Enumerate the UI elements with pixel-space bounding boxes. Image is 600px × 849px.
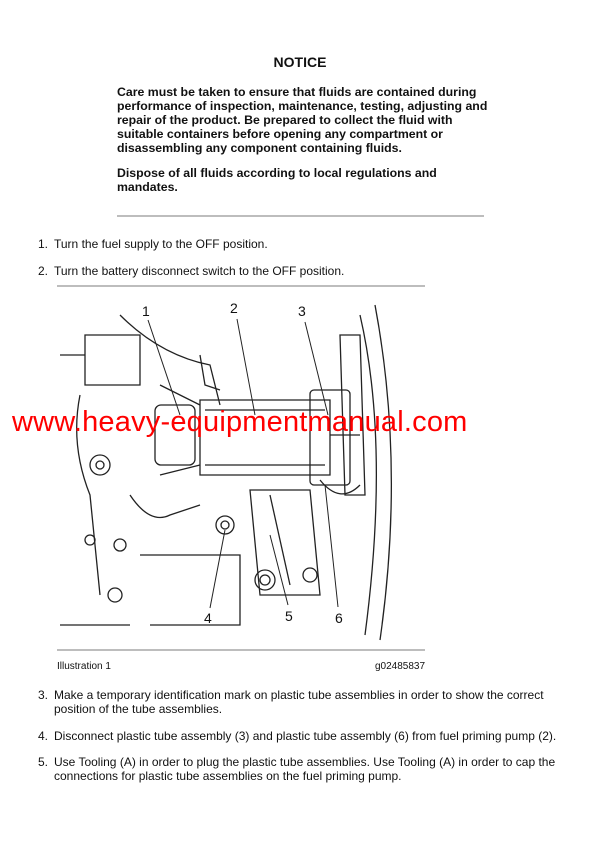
step-number: 4. (38, 729, 49, 743)
illustration-code: g02485837 (375, 661, 426, 672)
step-text: Make a temporary identification mark on plastic tube assemblies in order to show the correct position of the tube assemblies. (54, 688, 544, 716)
step-number: 5. (38, 755, 49, 769)
step-number: 2. (38, 264, 49, 278)
callout-4: 4 (204, 610, 212, 626)
callout-3: 3 (298, 303, 306, 319)
step-text: Turn the fuel supply to the OFF position. (54, 237, 268, 251)
illustration-caption: Illustration 1 (57, 661, 111, 672)
step-text: Turn the battery disconnect switch to the OFF position. (54, 264, 345, 278)
notice-paragraph: Care must be taken to ensure that fluids are contained during performance of inspection, maintenance, testing, adjusting and repair of the product. Be prepared to collect the fluid with suitable containers before opening any compartment or disassembling any component containing fluids. (117, 85, 488, 155)
step-text: Disconnect plastic tube assembly (3) and plastic tube assembly (6) from fuel priming pump (2). (54, 729, 557, 743)
step-number: 3. (38, 688, 49, 702)
step-number: 1. (38, 237, 49, 251)
step-text: Use Tooling (A) in order to plug the plastic tube assemblies. Use Tooling (A) in order to cap the connections for plastic tube assemblies on the fuel priming pump. (54, 755, 556, 783)
callout-6: 6 (335, 610, 343, 626)
fuel-pump-illustration (60, 295, 405, 645)
divider (57, 649, 425, 651)
callout-5: 5 (285, 608, 293, 624)
notice-paragraph: Dispose of all fluids according to local regulations and mandates. (117, 166, 437, 194)
divider (117, 215, 484, 217)
notice-title: NOTICE (273, 54, 327, 70)
divider (57, 285, 425, 287)
watermark: www.heavy-equipmentmanual.com (12, 406, 468, 438)
callout-1: 1 (142, 303, 150, 319)
callout-2: 2 (230, 300, 238, 316)
